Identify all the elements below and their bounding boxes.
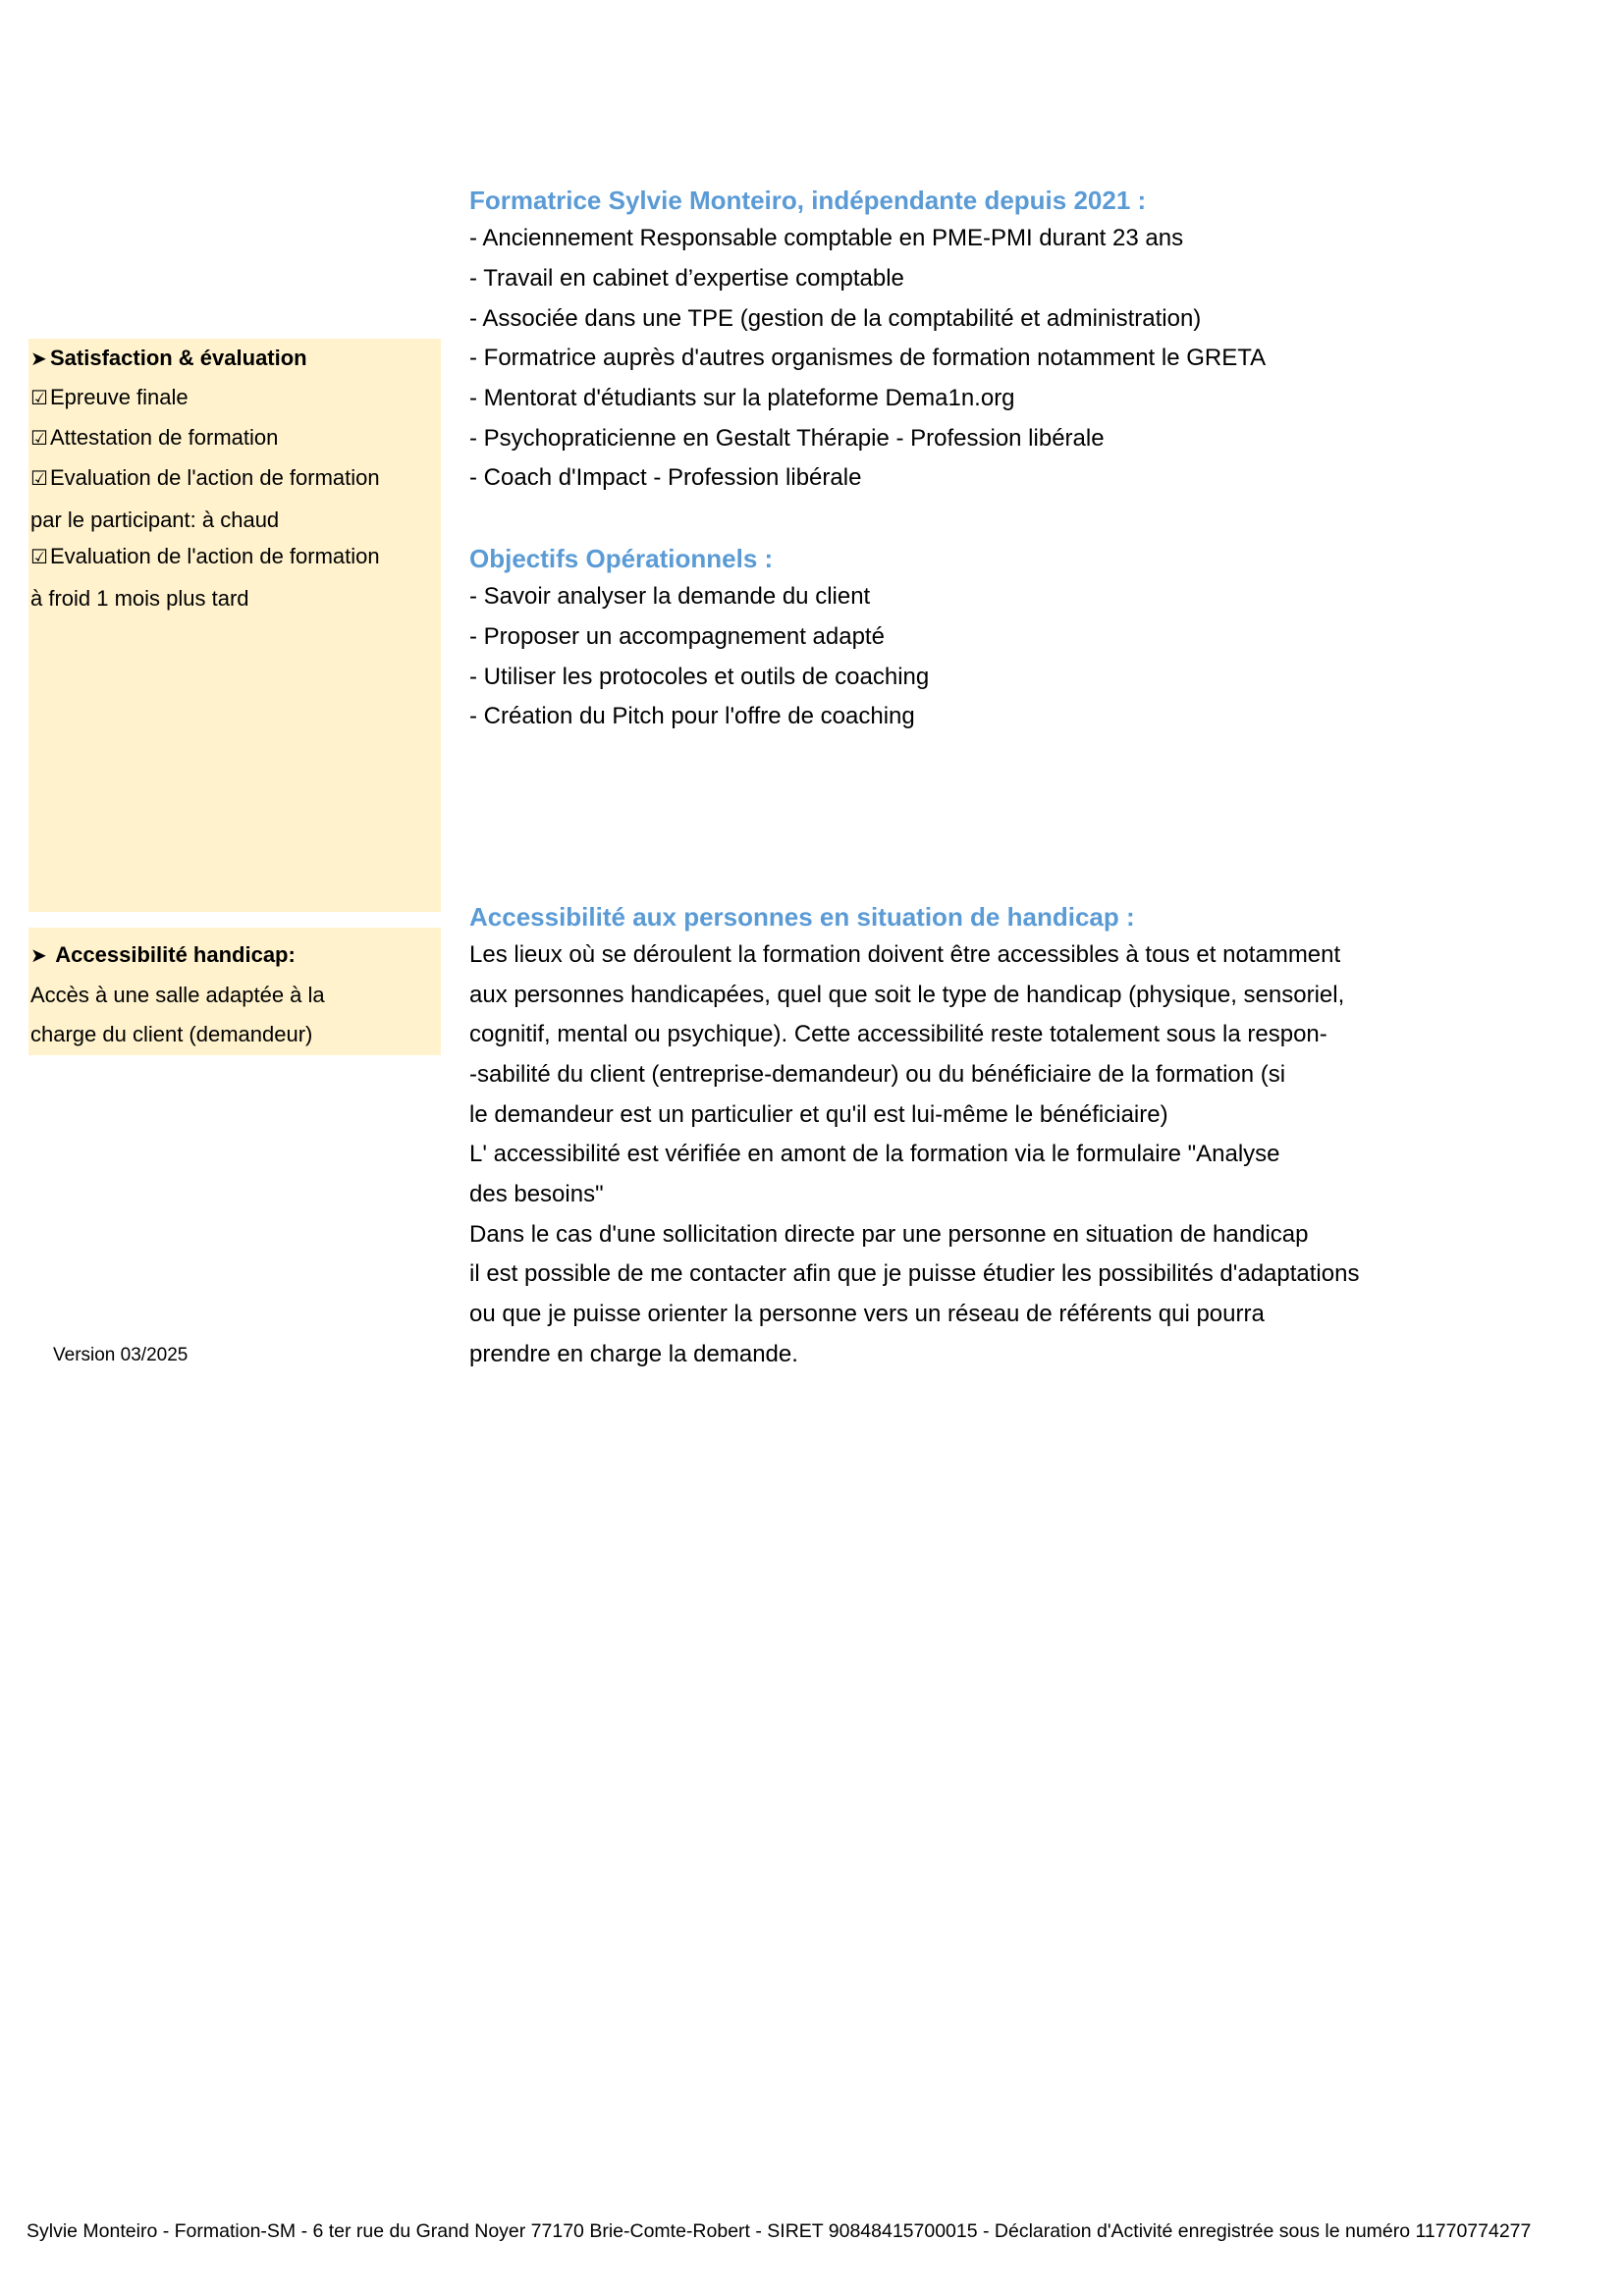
accessibility-heading: Accessibilité aux personnes en situation de handicap :: [469, 902, 1135, 932]
checkbox-checked-icon: ☑: [30, 547, 48, 568]
trainer-line: - Anciennement Responsable comptable en PME-PMI durant 23 ans: [469, 225, 1184, 251]
objective-line: - Proposer un accompagnement adapté: [469, 623, 885, 650]
satisfaction-title: Satisfaction & évaluation: [50, 346, 307, 370]
accessibility-line: il est possible de me contacter afin que je puisse étudier les possibilités d'adaptations: [469, 1260, 1360, 1287]
accessibility-sidebar-title: Accessibilité handicap:: [55, 942, 296, 967]
trainer-line: - Coach d'Impact - Profession libérale: [469, 464, 862, 491]
accessibility-line: -sabilité du client (entreprise-demandeur) ou du bénéficiaire de la formation (si: [469, 1061, 1286, 1088]
accessibility-line: cognitif, mental ou psychique). Cette accessibilité reste totalement sous la respon-: [469, 1021, 1327, 1047]
objective-line: - Utiliser les protocoles et outils de coaching: [469, 664, 930, 690]
page-footer: Sylvie Monteiro - Formation-SM - 6 ter rue du Grand Noyer 77170 Brie-Comte-Robert - SIRET 90848415700015 - Déclaration d'Activité enregistrée sous le numéro 11770774277: [27, 2220, 1532, 2242]
accessibility-line: L' accessibilité est vérifiée en amont de la formation via le formulaire "Analyse: [469, 1141, 1280, 1167]
satisfaction-item: ☑Evaluation de l'action de formation: [30, 543, 380, 571]
trainer-line: - Formatrice auprès d'autres organismes de formation notamment le GRETA: [469, 345, 1267, 371]
trainer-line: - Associée dans une TPE (gestion de la comptabilité et administration): [469, 305, 1202, 332]
accessibility-sidebar-line: charge du client (demandeur): [30, 1022, 313, 1046]
trainer-line: - Mentorat d'étudiants sur la plateforme Dema1n.org: [469, 385, 1015, 411]
arrow-bullet-icon: ➤: [30, 945, 47, 967]
trainer-heading: Formatrice Sylvie Monteiro, indépendante depuis 2021 :: [469, 186, 1147, 215]
satisfaction-item-continuation: par le participant: à chaud: [30, 507, 280, 532]
accessibility-line: le demandeur est un particulier et qu'il est lui-même le bénéficiaire): [469, 1101, 1168, 1128]
objective-line: - Création du Pitch pour l'offre de coaching: [469, 703, 915, 729]
accessibility-line: prendre en charge la demande.: [469, 1341, 798, 1367]
satisfaction-item: ☑Attestation de formation: [30, 424, 278, 453]
satisfaction-item-continuation: à froid 1 mois plus tard: [30, 586, 249, 611]
satisfaction-item: ☑Epreuve finale: [30, 384, 189, 412]
objective-line: - Savoir analyser la demande du client: [469, 583, 871, 610]
accessibility-line: Les lieux où se déroulent la formation doivent être accessibles à tous et notamment: [469, 941, 1341, 968]
accessibility-line: aux personnes handicapées, quel que soit le type de handicap (physique, sensoriel,: [469, 982, 1345, 1008]
trainer-line: - Travail en cabinet d’expertise comptable: [469, 265, 904, 292]
objectives-heading: Objectifs Opérationnels :: [469, 544, 774, 573]
accessibility-sidebar-title-row: [30, 941, 296, 970]
trainer-line: - Psychopraticienne en Gestalt Thérapie - Profession libérale: [469, 425, 1105, 452]
satisfaction-item: ☑Evaluation de l'action de formation: [30, 464, 380, 493]
accessibility-line: Dans le cas d'une sollicitation directe par une personne en situation de handicap: [469, 1221, 1309, 1248]
version-label: Version 03/2025: [53, 1345, 189, 1365]
accessibility-line: ou que je puisse orienter la personne vers un réseau de référents qui pourra: [469, 1301, 1265, 1327]
accessibility-sidebar-line: Accès à une salle adaptée à la: [30, 983, 325, 1007]
accessibility-line: des besoins": [469, 1181, 604, 1207]
arrow-bullet-icon: ➤: [30, 348, 47, 370]
satisfaction-title-row: [30, 345, 307, 373]
checkbox-checked-icon: ☑: [30, 428, 48, 450]
checkbox-checked-icon: ☑: [30, 468, 48, 490]
checkbox-checked-icon: ☑: [30, 388, 48, 409]
